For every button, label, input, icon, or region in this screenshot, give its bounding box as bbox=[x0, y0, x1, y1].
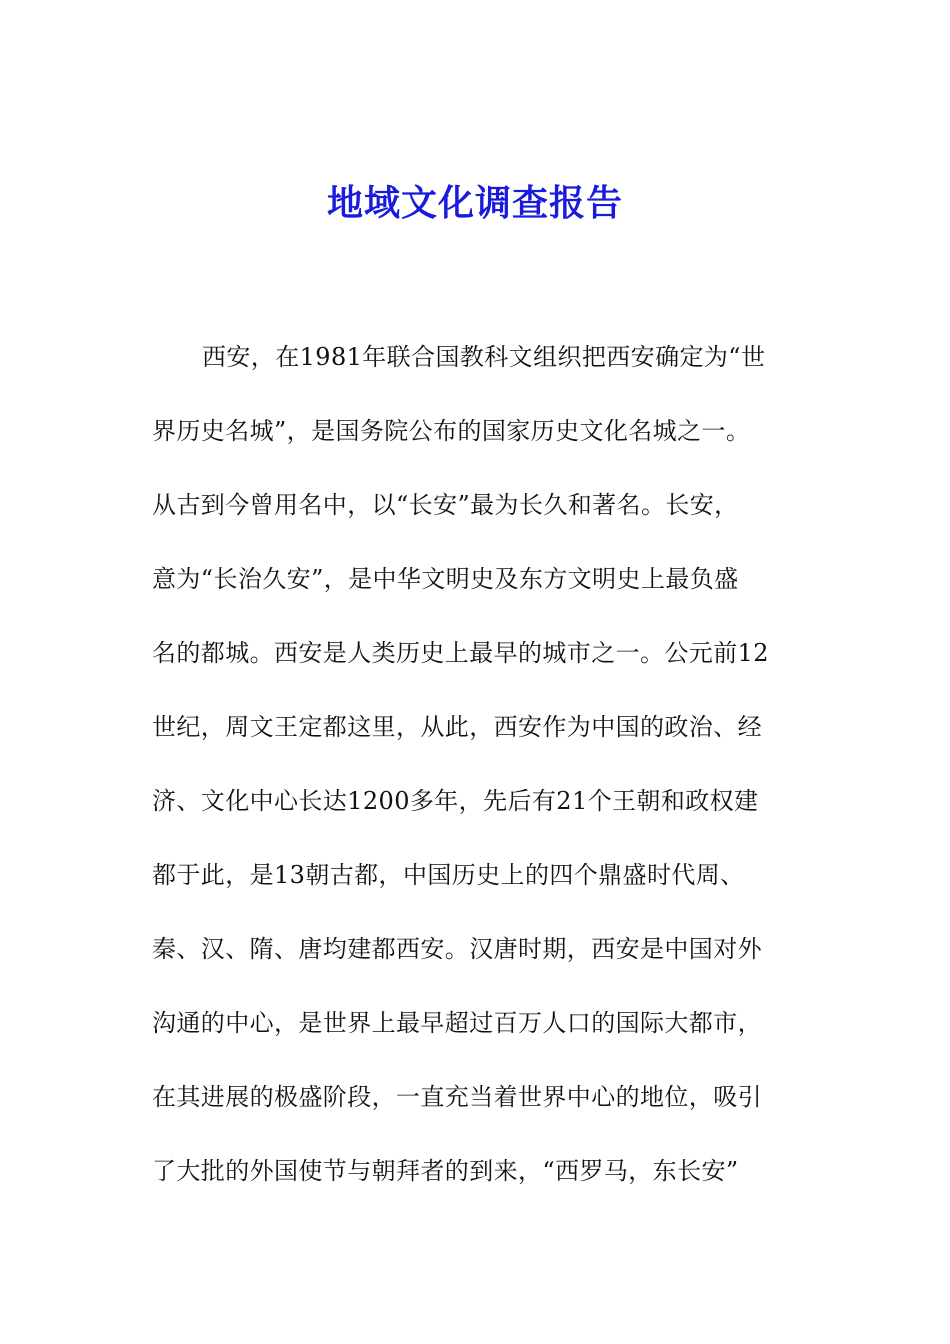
paragraph-line: 了大批的外国使节与朝拜者的到来，“西罗马，东长安” bbox=[152, 1157, 739, 1185]
paragraph-line: 界历史名城”，是国务院公布的国家历史文化名城之一。 bbox=[152, 417, 751, 445]
paragraph-line: 意为“长治久安”，是中华文明史及东方文明史上最负盛 bbox=[152, 565, 739, 593]
paragraph-line: 世纪，周文王定都这里，从此，西安作为中国的政治、经 bbox=[152, 713, 762, 741]
paragraph-line: 济、文化中心长达1200多年，先后有21个王朝和政权建 bbox=[152, 787, 759, 815]
paragraph-line: 西安，在1981年联合国教科文组织把西安确定为“世 bbox=[202, 343, 766, 371]
paragraph-line: 名的都城。西安是人类历史上最早的城市之一。公元前12 bbox=[152, 639, 769, 667]
paragraph-line: 秦、汉、隋、唐均建都西安。汉唐时期，西安是中国对外 bbox=[152, 935, 762, 963]
paragraph-line: 都于此，是13朝古都，中国历史上的四个鼎盛时代周、 bbox=[152, 861, 745, 889]
body-paragraph bbox=[152, 320, 802, 1208]
document-title: 地域文化调查报告 bbox=[326, 182, 623, 224]
paragraph-line: 在其进展的极盛阶段，一直充当着世界中心的地位，吸引 bbox=[152, 1083, 762, 1111]
paragraph-line: 沟通的中心，是世界上最早超过百万人口的国际大都市， bbox=[152, 1009, 762, 1037]
paragraph-line: 从古到今曾用名中，以“长安”最为长久和著名。长安， bbox=[152, 491, 739, 519]
